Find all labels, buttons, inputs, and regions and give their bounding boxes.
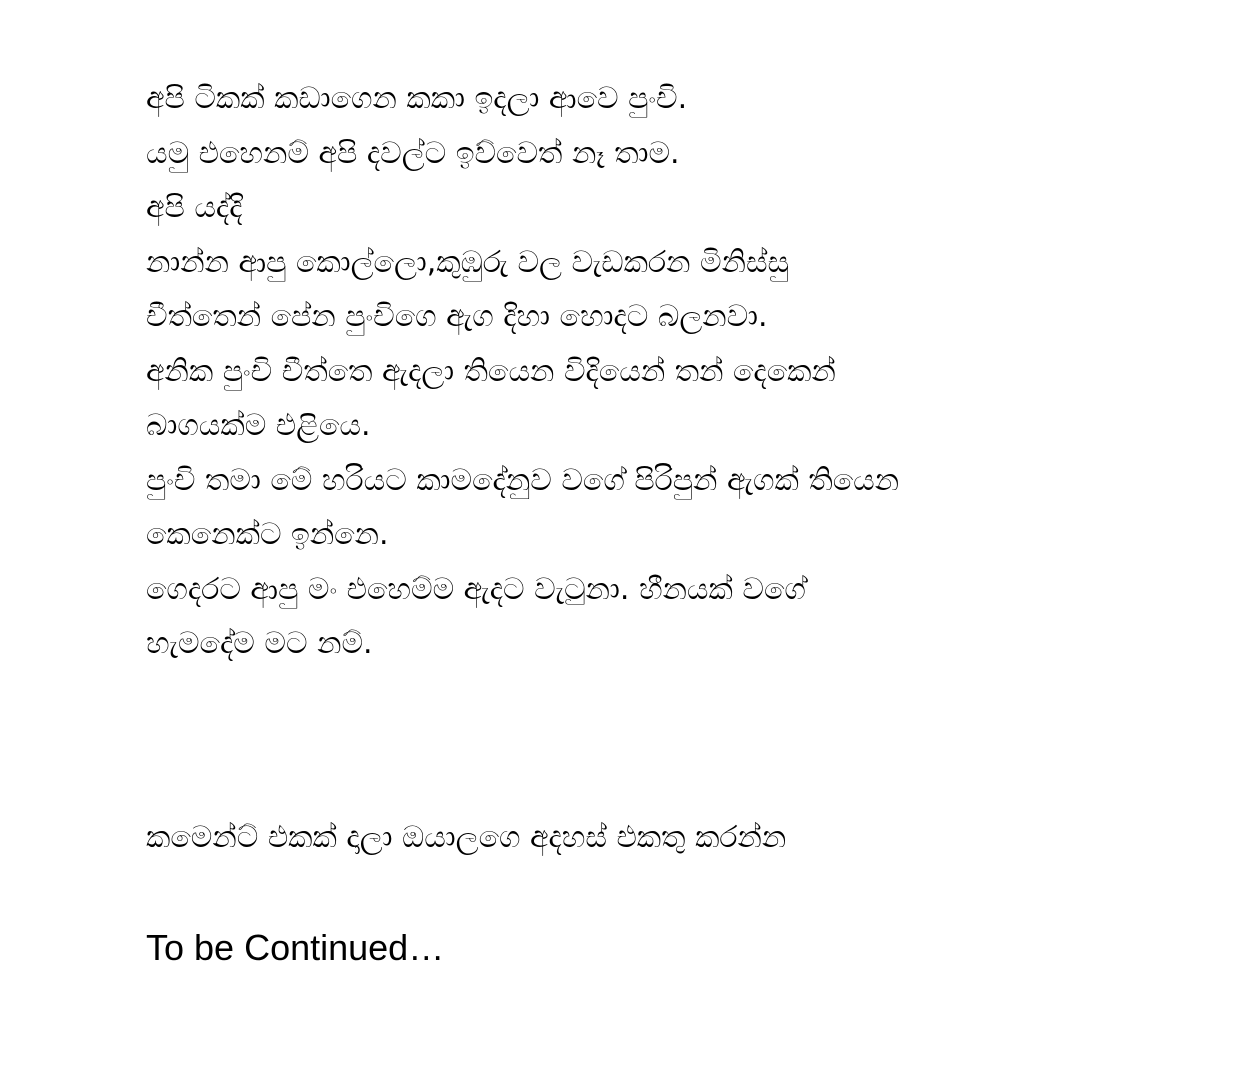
story-line: යමු එහෙනම් අපි දවල්ට ඉව්වෙත් නෑ තාම.	[146, 135, 680, 171]
story-text	[146, 72, 1146, 672]
story-line: අපි යද්දි	[146, 190, 243, 225]
story-line: අනික පුංචි චීත්තෙ ඇදලා තියෙන විදියෙන් තන් දෙකෙන්	[146, 353, 836, 389]
story-line: ගෙදරට ආපු මං එහෙම්ම ඇදට වැටුනා. හීනයක් වගේ	[146, 571, 806, 607]
story-line: බාගයක්ම එළියෙ.	[146, 408, 371, 443]
comment-prompt: කමෙන්ට් එකක් දාලා ඔයාලගෙ අදහස් එකතු කරන්න	[146, 820, 787, 855]
to-be-continued-text: To be Continued…	[146, 927, 445, 968]
story-line: නාන්න ආපු කොල්ලො,කුඹුරු වල වැඩකරන මිනිස්සු	[146, 244, 790, 280]
story-line: අපි ටිකක් කඩාගෙන කකා ඉදලා ආවෙ පුංචි.	[146, 81, 688, 116]
story-line: චීත්තෙන් පේන පුංචිගෙ ඇග දිහා හොදට බලනවා.	[146, 299, 768, 334]
story-line: හැමදේම මට නම්.	[146, 626, 373, 661]
story-line: පුංචි තමා මේ හරියට කාමදේනුව වගේ පිරිපුන් ඇගක් තියෙන	[146, 462, 900, 498]
story-line: කෙනෙක්ට ඉන්නෙ.	[146, 517, 389, 552]
